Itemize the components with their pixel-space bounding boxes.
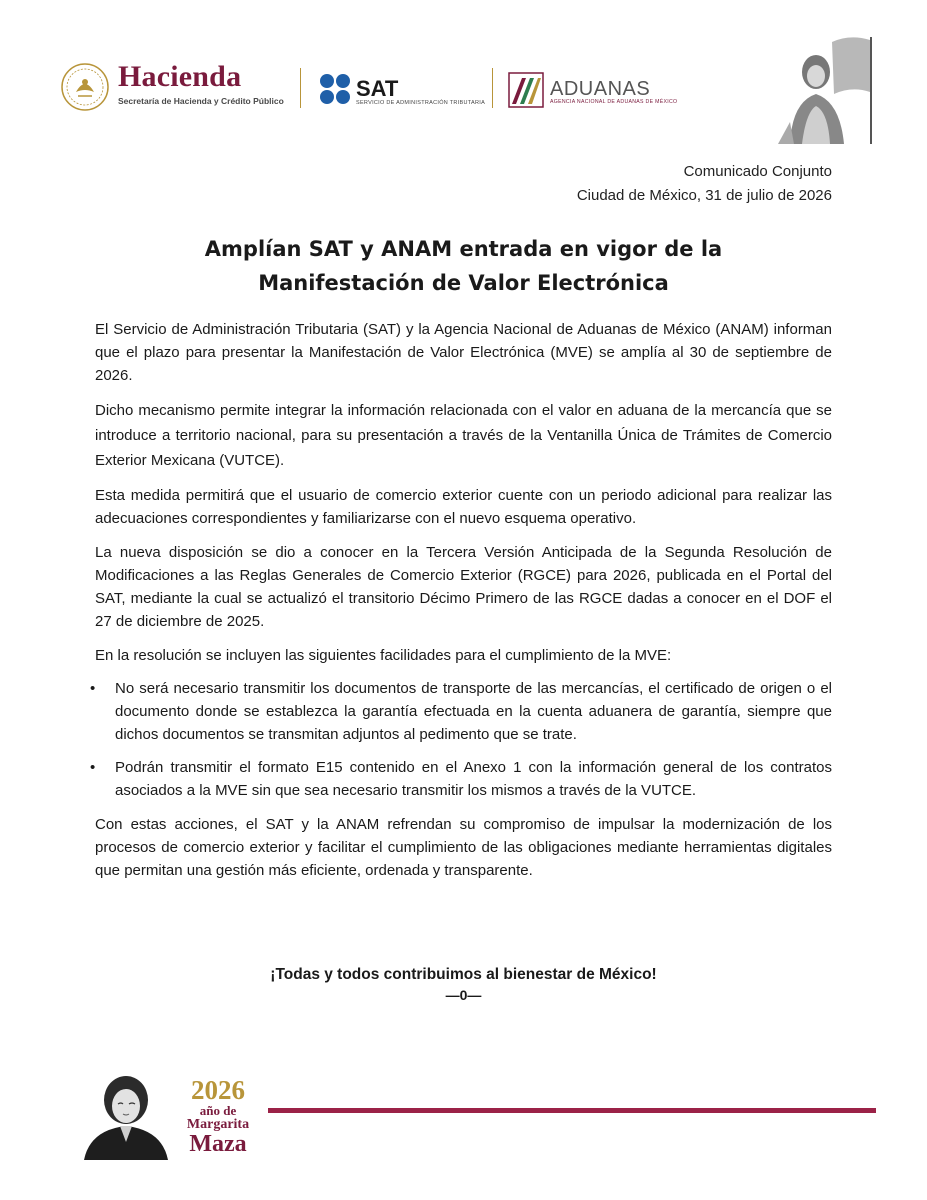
aduanas-logo: [508, 72, 678, 112]
year-emblem: [178, 1076, 258, 1156]
year-number: 2026: [191, 1075, 245, 1105]
sat-subtitle: SERVICIO DE ADMINISTRACIÓN TRIBUTARIA: [356, 100, 486, 106]
dateline: [577, 160, 832, 208]
aduanas-subtitle: AGENCIA NACIONAL DE ADUANAS DE MÉXICO: [550, 99, 678, 105]
year-line-2: Margarita: [186, 1117, 250, 1132]
list-item: • Podrán transmitir el formato E15 contenido en el Anexo 1 con la información general de los contratos asociados a la MVE sin que sea necesario transmitir los mismos a través de la VUTCE.: [95, 756, 832, 802]
sat-logo: [318, 72, 488, 112]
aduanas-mark-icon: [508, 72, 544, 108]
year-line-1: año de: [199, 1103, 237, 1118]
aduanas-name: ADUANAS: [550, 78, 651, 100]
paragraph-4: La nueva disposición se dio a conocer en la Tercera Versión Anticipada de la Segunda Resolución de Modificaciones a las Reglas Generales de Comercio Exterior (RGCE) para 2026, publicada en el Portal del SAT, mediante la cual se actualizó el transitorio Décimo Primero de las RGCE dadas a conocer en el DOF el 27 de diciembre de 2025.: [95, 544, 832, 630]
hacienda-logo: [60, 60, 290, 116]
margarita-maza-portrait-icon: [80, 1072, 172, 1160]
sat-name: SAT: [356, 76, 399, 101]
list-item: • No será necesario transmitir los documentos de transporte de las mercancías, el certificado de origen o el documento donde se establezca la garantía efectuada en la cuenta aduanera de garantía, siempre que dichos documentos se transmitan adjuntos al pedimento que se trate.: [95, 677, 832, 746]
paragraph-2: Dicho mecanismo permite integrar la información relacionada con el valor en aduana de la mercancía que se introduce a territorio nacional, para su presentación a través de la Ventanilla Única de Trámites de Comercio Exterior Mexicana (VUTCE).: [95, 402, 832, 469]
paragraph-5: En la resolución se incluyen las siguientes facilidades para el cumplimiento de la MVE:: [95, 647, 672, 664]
facilities-list: [95, 677, 832, 802]
heroine-flag-illustration-icon: [770, 32, 880, 147]
communique-type: Comunicado Conjunto: [683, 163, 832, 180]
place-date: Ciudad de México, 31 de julio de 2026: [576, 187, 832, 204]
hacienda-subtitle: Secretaría de Hacienda y Crédito Público: [118, 96, 284, 106]
paragraph-3: Esta medida permitirá que el usuario de comercio exterior cuente con un periodo adicional para realizar las adecuaciones correspondientes y familiarizarse con el nuevo esquema operativo.: [95, 487, 832, 527]
hacienda-name: Hacienda: [118, 60, 242, 93]
end-mark: —0—: [445, 987, 482, 1003]
title-line-1: Amplían SAT y ANAM entrada en vigor de la: [204, 237, 723, 261]
year-line-3: Maza: [189, 1131, 247, 1157]
paragraph-1: El Servicio de Administración Tributaria (SAT) y la Agencia Nacional de Aduanas de México (ANAM) informan que el plazo para presentar la Manifestación de Valor Electrónica (MVE) se amplía al 30 de septiembre de 2026.: [95, 321, 832, 384]
closing-motto: ¡Todas y todos contribuimos al bienestar de México!: [270, 966, 657, 983]
page-title: [0, 232, 927, 300]
title-line-2: Manifestación de Valor Electrónica: [258, 271, 669, 295]
footer-divider: [268, 1108, 876, 1113]
paragraph-6: Con estas acciones, el SAT y la ANAM refrendan su compromiso de impulsar la modernización de los procesos de comercio exterior y facilitar el cumplimiento de las obligaciones mediante herramientas digitales que permitan una gestión más eficiente, ordenada y transparente.: [95, 816, 832, 879]
letterhead: [0, 0, 927, 150]
mexico-coat-of-arms-icon: [60, 62, 110, 112]
press-release-body: [95, 318, 832, 893]
sat-dots-icon: [318, 72, 352, 106]
logo-separator: [300, 68, 301, 108]
logo-separator: [492, 68, 493, 108]
